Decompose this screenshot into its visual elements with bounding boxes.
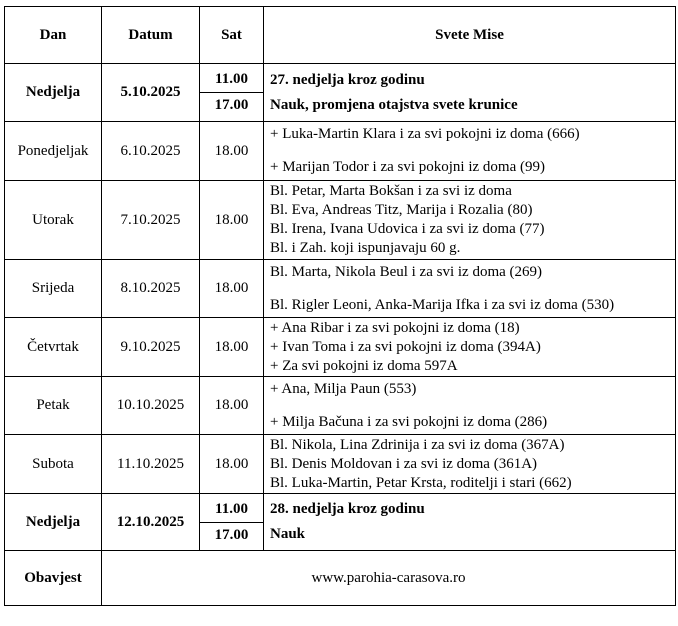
date-cell: 8.10.2025 [102,260,200,318]
mass-line: Bl. Denis Moldovan i za svi iz doma (361A) [270,455,538,472]
mass-line: + Ana, Milja Paun (553) [270,380,417,397]
date-cell: 10.10.2025 [102,377,200,435]
date-cell: 7.10.2025 [102,181,200,260]
mass-line: Bl. Irena, Ivana Udovica i za svi iz doma (77) [270,221,545,237]
mass-line: + Luka-Martin Klara i za svi pokojni iz doma (666) [270,126,580,142]
day-cell: Četvrtak [5,318,102,377]
mass-line: + Milja Bačuna i za svi pokojni iz doma (286) [270,413,548,430]
date-cell: 5.10.2025 [102,64,200,122]
mass-line: + Ana Ribar i za svi pokojni iz doma (18) [270,319,520,336]
time-1: 11.00 [200,67,263,93]
time-cell [200,494,264,551]
time-cell: 18.00 [200,318,264,377]
date-cell: 9.10.2025 [102,318,200,377]
mass-line: Nauk, promjena otajstva svete krunice [270,96,518,113]
time-cell: 18.00 [200,122,264,181]
header-row [5,7,676,64]
table-row-wednesday [5,260,676,318]
time-cell: 18.00 [200,377,264,435]
date-cell: 6.10.2025 [102,122,200,181]
day-cell: Nedjelja [5,64,102,122]
day-cell: Subota [5,435,102,494]
table-row-monday [5,122,676,181]
table-row-thursday [5,318,676,377]
header-day: Dan [5,7,102,64]
date-cell: 11.10.2025 [102,435,200,494]
day-cell: Petak [5,377,102,435]
mass-line: Bl. Petar, Marta Bokšan i za svi iz doma [270,183,512,199]
footer-row [5,551,676,606]
header-date: Datum [102,7,200,64]
mass-schedule-table [4,6,676,606]
mass-line: + Marijan Todor i za svi pokojni iz doma (99) [270,159,545,175]
mass-line: Nauk [270,526,306,542]
masses-cell [264,122,676,181]
mass-line: Bl. i Zah. koji ispunjavaju 60 g. [270,240,461,256]
time-cell: 18.00 [200,435,264,494]
table-row-tuesday [5,181,676,260]
masses-cell [264,318,676,377]
mass-line: 28. nedjelja kroz godinu [270,501,425,517]
time-cell [200,64,264,122]
mass-line: Bl. Eva, Andreas Titz, Marija i Rozalia (80) [270,202,533,218]
day-cell: Nedjelja [5,494,102,551]
day-cell: Srijeda [5,260,102,318]
mass-line: Bl. Luka-Martin, Petar Krsta, roditelji i stari (662) [270,474,572,491]
mass-line: 27. nedjelja kroz godinu [270,71,425,88]
table-row-saturday [5,435,676,494]
table-row-sunday-1 [5,64,676,122]
footer-label: Obavjest [5,551,102,606]
masses-cell [264,64,676,122]
header-masses: Svete Mise [264,7,676,64]
mass-line: Bl. Nikola, Lina Zdrinija i za svi iz doma (367A) [270,436,565,453]
masses-cell [264,181,676,260]
masses-cell [264,494,676,551]
date-cell: 12.10.2025 [102,494,200,551]
time-2: 17.00 [214,526,249,543]
time-cell: 18.00 [200,260,264,318]
masses-cell [264,435,676,494]
table-row-sunday-2 [5,494,676,551]
day-cell: Ponedjeljak [5,122,102,181]
time-cell: 18.00 [200,181,264,260]
mass-line: + Za svi pokojni iz doma 597A [270,357,458,374]
masses-cell [264,260,676,318]
time-2: 17.00 [214,97,249,113]
day-cell: Utorak [5,181,102,260]
header-time: Sat [200,7,264,64]
website-link[interactable]: www.parohia-carasova.ro [102,551,676,606]
time-1: 11.00 [200,497,263,523]
mass-line: + Ivan Toma i za svi pokojni iz doma (394A) [270,338,541,355]
mass-line: Bl. Rigler Leoni, Anka-Marija Ifka i za svi iz doma (530) [270,296,615,313]
table-row-friday [5,377,676,435]
mass-line: Bl. Marta, Nikola Beul i za svi iz doma (269) [270,263,543,280]
masses-cell [264,377,676,435]
